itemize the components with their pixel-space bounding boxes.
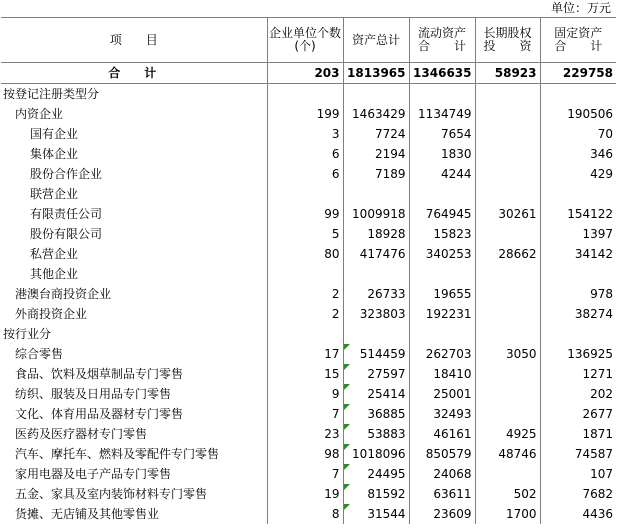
cell-total-assets [343, 84, 409, 105]
cell-value: 192231 [425, 307, 472, 321]
cell-current-assets [409, 204, 475, 224]
cell-count [267, 104, 343, 124]
row-label: 纺织、服装及日用品专门零售 [15, 387, 172, 401]
total-long-term-equity: 58923 [475, 63, 540, 84]
cell-current-assets [409, 424, 475, 444]
cell-value: 18410 [433, 367, 472, 381]
cell-total-assets [343, 204, 409, 224]
cell-current-assets [409, 324, 475, 344]
cell-current-assets [409, 184, 475, 204]
cell-total-assets [343, 384, 409, 404]
cell-value: 19 [324, 487, 340, 501]
cell-current-assets [409, 344, 475, 364]
header-long-term-equity [475, 18, 540, 63]
cell-value: 7654 [440, 127, 472, 141]
cell-total-assets [343, 304, 409, 324]
cell-long-term-equity [475, 304, 540, 324]
cell-current-assets [409, 464, 475, 484]
cell-count [267, 184, 343, 204]
row-label: 货摊、无店铺及其他零售业 [15, 507, 160, 521]
table-row [1, 284, 616, 304]
cell-value: 417476 [359, 247, 406, 261]
header-current-assets-label: 流动资产 合 计 [417, 26, 466, 53]
row-label: 食品、饮料及烟草制品专门零售 [15, 367, 184, 381]
cell-value: 26733 [367, 287, 406, 301]
cell-current-assets [409, 244, 475, 264]
row-label: 内资企业 [15, 107, 64, 121]
cell-long-term-equity [475, 124, 540, 144]
cell-count [267, 124, 343, 144]
cell-value: 190506 [567, 107, 613, 121]
cell-value: 764945 [425, 207, 472, 221]
cell-value: 429 [590, 167, 613, 181]
table-row [1, 204, 616, 224]
cell-value: 7682 [582, 487, 613, 501]
cell-value: 3 [331, 127, 340, 141]
cell-long-term-equity [475, 104, 540, 124]
table-row [1, 244, 616, 264]
table-row [1, 184, 616, 204]
cell-long-term-equity [475, 184, 540, 204]
cell-value: 80 [324, 247, 340, 261]
cell-long-term-equity [475, 504, 540, 524]
cell-count [267, 364, 343, 384]
cell-long-term-equity [475, 464, 540, 484]
table-row [1, 104, 616, 124]
cell-value: 323803 [359, 307, 406, 321]
cell-value: 34142 [574, 247, 613, 261]
comment-marker-icon [344, 444, 350, 450]
cell-current-assets [409, 284, 475, 304]
cell-current-assets [409, 264, 475, 284]
comment-marker-icon [344, 484, 350, 490]
cell-long-term-equity [475, 264, 540, 284]
row-label: 外商投资企业 [15, 307, 88, 321]
table-row [1, 404, 616, 424]
cell-total-assets [343, 184, 409, 204]
cell-value: 2 [331, 287, 340, 301]
row-label: 港澳台商投资企业 [15, 287, 112, 301]
table-row [1, 124, 616, 144]
cell-current-assets [409, 364, 475, 384]
cell-long-term-equity [475, 84, 540, 105]
cell-fixed-assets [540, 224, 616, 244]
cell-value: 15 [324, 367, 340, 381]
cell-fixed-assets [540, 284, 616, 304]
cell-current-assets [409, 304, 475, 324]
header-fixed-assets-label: 固定资产 合 计 [554, 26, 603, 53]
cell-value: 6 [331, 167, 340, 181]
cell-value: 25001 [433, 387, 472, 401]
cell-count [267, 264, 343, 284]
cell-fixed-assets [540, 444, 616, 464]
cell-fixed-assets [540, 384, 616, 404]
cell-value: 199 [316, 107, 340, 121]
cell-value: 17 [324, 347, 340, 361]
cell-value: 15823 [433, 227, 472, 241]
table-row [1, 484, 616, 504]
cell-current-assets [409, 444, 475, 464]
cell-count [267, 164, 343, 184]
header-total-assets [343, 18, 409, 63]
cell-value: 25414 [367, 387, 406, 401]
cell-count [267, 484, 343, 504]
row-label: 汽车、摩托车、燃料及零配件专门零售 [15, 447, 220, 461]
table-row [1, 164, 616, 184]
row-label: 按行业分 [3, 327, 52, 341]
cell-value: 1134749 [418, 107, 472, 121]
total-count: 203 [267, 63, 343, 84]
cell-value: 28662 [498, 247, 537, 261]
cell-count [267, 284, 343, 304]
cell-value: 1009918 [352, 207, 406, 221]
cell-count [267, 504, 343, 524]
cell-total-assets [343, 344, 409, 364]
cell-value: 1397 [582, 227, 613, 241]
cell-count [267, 444, 343, 464]
cell-fixed-assets [540, 244, 616, 264]
cell-value: 107 [590, 467, 613, 481]
cell-total-assets [343, 504, 409, 524]
comment-marker-icon [344, 384, 350, 390]
cell-value: 502 [513, 487, 537, 501]
cell-fixed-assets [540, 404, 616, 424]
cell-fixed-assets [540, 504, 616, 524]
cell-fixed-assets [540, 124, 616, 144]
cell-value: 24495 [367, 467, 406, 481]
cell-total-assets [343, 124, 409, 144]
cell-value: 1871 [582, 427, 613, 441]
cell-value: 9 [331, 387, 340, 401]
cell-current-assets [409, 404, 475, 424]
row-label: 私营企业 [30, 247, 79, 261]
row-label: 综合零售 [15, 347, 64, 361]
table-row [1, 324, 616, 344]
cell-long-term-equity [475, 324, 540, 344]
cell-current-assets [409, 504, 475, 524]
cell-fixed-assets [540, 464, 616, 484]
cell-value: 1830 [440, 147, 472, 161]
comment-marker-icon [344, 404, 350, 410]
cell-current-assets [409, 384, 475, 404]
cell-total-assets [343, 324, 409, 344]
cell-value: 30261 [498, 207, 537, 221]
cell-value: 81592 [367, 487, 406, 501]
cell-value: 3050 [505, 347, 537, 361]
row-label: 文化、体育用品及器材专门零售 [15, 407, 184, 421]
cell-value: 4925 [505, 427, 537, 441]
cell-value: 850579 [425, 447, 472, 461]
cell-value: 63611 [433, 487, 472, 501]
comment-marker-icon [344, 464, 350, 470]
cell-value: 7 [331, 407, 340, 421]
cell-value: 1463429 [352, 107, 406, 121]
cell-long-term-equity [475, 144, 540, 164]
cell-total-assets [343, 104, 409, 124]
cell-value: 70 [597, 127, 613, 141]
total-label: 合 计 [1, 63, 267, 84]
cell-value: 23609 [433, 507, 472, 521]
table-row [1, 224, 616, 244]
header-fixed-assets [540, 18, 616, 63]
row-label: 股份合作企业 [30, 167, 103, 181]
cell-count [267, 344, 343, 364]
cell-value: 1700 [505, 507, 537, 521]
total-current-assets: 1346635 [409, 63, 475, 84]
table-row [1, 84, 616, 105]
cell-value: 340253 [425, 247, 472, 261]
cell-value: 46161 [433, 427, 472, 441]
cell-count [267, 324, 343, 344]
cell-long-term-equity [475, 244, 540, 264]
table-row [1, 304, 616, 324]
row-label: 联营企业 [30, 187, 79, 201]
table-header [1, 18, 616, 63]
row-label: 医药及医疗器材专门零售 [15, 427, 148, 441]
cell-value: 36885 [367, 407, 406, 421]
header-item [1, 18, 267, 63]
unit-label: 单位：万元 [550, 1, 611, 15]
row-label: 按登记注册类型分 [3, 87, 100, 101]
cell-current-assets [409, 164, 475, 184]
cell-count [267, 304, 343, 324]
cell-total-assets [343, 464, 409, 484]
cell-total-assets [343, 144, 409, 164]
cell-value: 262703 [425, 347, 472, 361]
cell-value: 7724 [374, 127, 406, 141]
row-label: 股份有限公司 [30, 227, 103, 241]
cell-count [267, 244, 343, 264]
cell-value: 6 [331, 147, 340, 161]
cell-current-assets [409, 84, 475, 105]
cell-long-term-equity [475, 424, 540, 444]
cell-current-assets [409, 484, 475, 504]
cell-long-term-equity [475, 204, 540, 224]
total-total-assets: 1813965 [343, 63, 409, 84]
header-total-assets-label: 资产总计 [351, 32, 400, 47]
cell-value: 32493 [433, 407, 472, 421]
cell-count [267, 424, 343, 444]
cell-long-term-equity [475, 444, 540, 464]
cell-count [267, 464, 343, 484]
cell-value: 1271 [582, 367, 613, 381]
header-row [1, 18, 616, 63]
cell-current-assets [409, 124, 475, 144]
cell-fixed-assets [540, 364, 616, 384]
cell-value: 154122 [567, 207, 613, 221]
cell-value: 7189 [374, 167, 406, 181]
row-label: 有限责任公司 [30, 207, 103, 221]
cell-value: 31544 [367, 507, 406, 521]
cell-total-assets [343, 444, 409, 464]
header-count-label: 企业单位个数 (个) [268, 26, 341, 53]
cell-value: 24068 [433, 467, 472, 481]
header-long-term-equity-label: 长期股权 投 资 [483, 26, 532, 53]
row-label: 五金、家具及室内装饰材料专门零售 [15, 487, 208, 501]
cell-total-assets [343, 244, 409, 264]
cell-fixed-assets [540, 484, 616, 504]
cell-fixed-assets [540, 264, 616, 284]
table-row [1, 424, 616, 444]
cell-long-term-equity [475, 384, 540, 404]
total-row [1, 63, 616, 84]
table-row [1, 504, 616, 524]
cell-total-assets [343, 424, 409, 444]
cell-fixed-assets [540, 104, 616, 124]
header-count [267, 18, 343, 63]
cell-value: 978 [590, 287, 613, 301]
cell-total-assets [343, 284, 409, 304]
cell-current-assets [409, 104, 475, 124]
cell-value: 53883 [367, 427, 406, 441]
cell-fixed-assets [540, 344, 616, 364]
cell-value: 4244 [440, 167, 472, 181]
row-label: 其他企业 [30, 267, 79, 281]
cell-long-term-equity [475, 224, 540, 244]
cell-value: 202 [590, 387, 613, 401]
comment-marker-icon [344, 424, 350, 430]
cell-value: 74587 [574, 447, 613, 461]
table-body [1, 63, 616, 525]
cell-long-term-equity [475, 164, 540, 184]
cell-long-term-equity [475, 284, 540, 304]
cell-total-assets [343, 164, 409, 184]
row-label: 家用电器及电子产品专门零售 [15, 467, 172, 481]
cell-value: 38274 [574, 307, 613, 321]
cell-value: 2677 [582, 407, 613, 421]
cell-value: 5 [331, 227, 340, 241]
cell-value: 48746 [498, 447, 537, 461]
cell-value: 346 [590, 147, 613, 161]
cell-value: 7 [331, 467, 340, 481]
cell-long-term-equity [475, 364, 540, 384]
cell-value: 19655 [433, 287, 472, 301]
table-row [1, 364, 616, 384]
table-row [1, 344, 616, 364]
cell-long-term-equity [475, 404, 540, 424]
header-current-assets [409, 18, 475, 63]
cell-count [267, 224, 343, 244]
cell-count [267, 84, 343, 105]
cell-total-assets [343, 404, 409, 424]
cell-fixed-assets [540, 164, 616, 184]
total-fixed-assets: 229758 [540, 63, 616, 84]
comment-marker-icon [344, 344, 350, 350]
cell-value: 2 [331, 307, 340, 321]
cell-value: 98 [324, 447, 340, 461]
table-row [1, 444, 616, 464]
cell-value: 99 [324, 207, 340, 221]
cell-long-term-equity [475, 484, 540, 504]
table-row [1, 264, 616, 284]
cell-count [267, 404, 343, 424]
comment-marker-icon [344, 504, 350, 510]
cell-value: 18928 [367, 227, 406, 241]
cell-value: 2194 [374, 147, 406, 161]
comment-marker-icon [344, 364, 350, 370]
cell-value: 514459 [359, 347, 406, 361]
cell-current-assets [409, 144, 475, 164]
cell-value: 4436 [582, 507, 613, 521]
cell-fixed-assets [540, 324, 616, 344]
header-item-label: 项 目 [109, 32, 158, 47]
cell-total-assets [343, 264, 409, 284]
cell-fixed-assets [540, 304, 616, 324]
cell-fixed-assets [540, 144, 616, 164]
cell-fixed-assets [540, 424, 616, 444]
cell-value: 8 [331, 507, 340, 521]
table-row [1, 384, 616, 404]
cell-value: 1018096 [352, 447, 406, 461]
row-label: 国有企业 [30, 127, 79, 141]
row-label: 集体企业 [30, 147, 79, 161]
cell-fixed-assets [540, 84, 616, 105]
cell-value: 27597 [367, 367, 406, 381]
cell-value: 136925 [567, 347, 613, 361]
assets-table [1, 17, 616, 524]
cell-total-assets [343, 484, 409, 504]
cell-fixed-assets [540, 204, 616, 224]
cell-total-assets [343, 364, 409, 384]
cell-count [267, 204, 343, 224]
table-row [1, 144, 616, 164]
cell-total-assets [343, 224, 409, 244]
cell-count [267, 144, 343, 164]
cell-long-term-equity [475, 344, 540, 364]
cell-fixed-assets [540, 184, 616, 204]
table-row [1, 464, 616, 484]
cell-current-assets [409, 224, 475, 244]
cell-count [267, 384, 343, 404]
cell-value: 23 [324, 427, 340, 441]
